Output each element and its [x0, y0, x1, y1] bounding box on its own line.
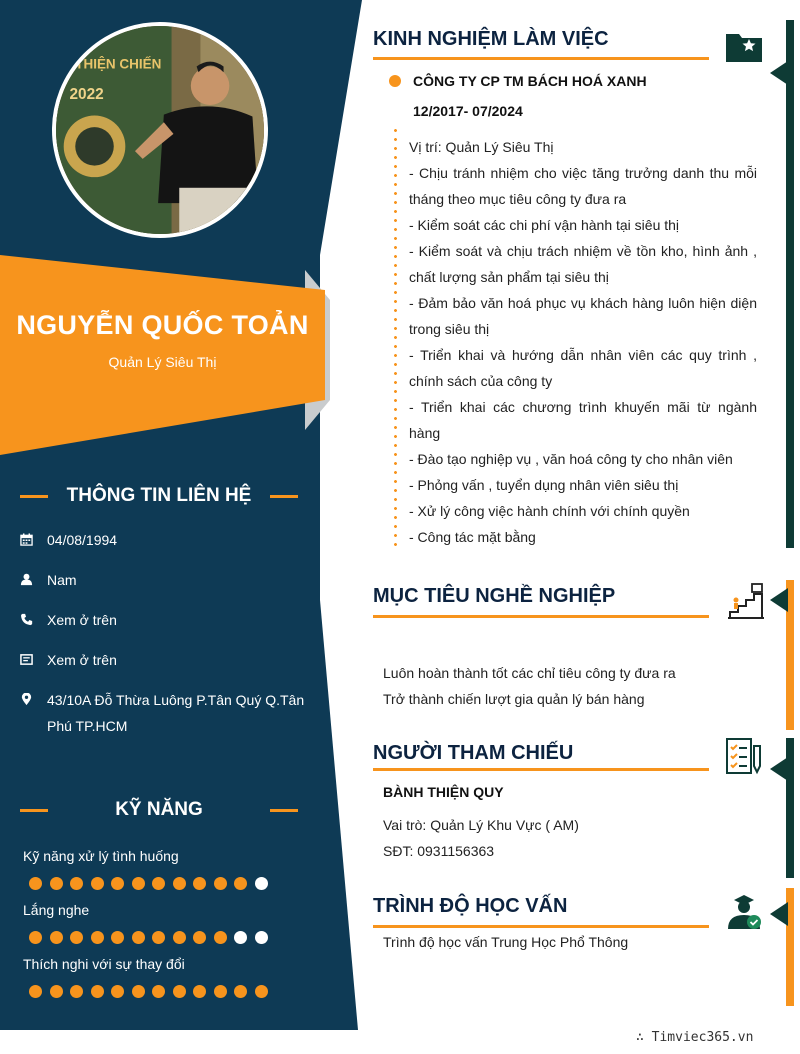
reference-name: BÀNH THIỆN QUY: [383, 784, 504, 800]
rating-dot-filled: [132, 931, 145, 944]
work-period: 12/2017- 07/2024: [413, 103, 523, 119]
graduate-icon: [724, 892, 764, 932]
profile-photo: [52, 22, 268, 238]
contact-address: [20, 687, 310, 739]
skill-name: Kỹ năng xử lý tình huống: [23, 848, 179, 864]
contact-heading: [20, 481, 298, 511]
rating-dot-filled: [111, 877, 124, 890]
duty-line: - Chịu tránh nhiệm cho việc tăng trưởng danh thu mỗi tháng theo mục tiêu công ty đưa ra: [409, 165, 757, 207]
timeline-bullet: [389, 75, 401, 87]
contact-email-value: Xem ở trên: [47, 652, 117, 668]
photo-text-2: 2022: [69, 86, 104, 104]
rating-dot-filled: [70, 985, 83, 998]
rating-dot-filled: [152, 877, 165, 890]
rating-dot-filled: [193, 931, 206, 944]
skill-name: Lắng nghe: [23, 902, 90, 918]
rating-dot-filled: [50, 931, 63, 944]
rating-dot-empty: [255, 931, 268, 944]
rating-dot-filled: [214, 877, 227, 890]
candidate-job-title: Quản Lý Siêu Thị: [108, 354, 217, 370]
rating-dot-filled: [255, 985, 268, 998]
education-text: Trình độ học vấn Trung Học Phổ Thông: [383, 934, 629, 950]
rating-dot-filled: [50, 877, 63, 890]
contact-email[interactable]: [20, 647, 310, 673]
contact-gender-value: Nam: [47, 572, 77, 588]
skill-rating: [29, 877, 268, 890]
timeline-dotted-line: [394, 126, 397, 550]
contact-birthday-value: 04/08/1994: [47, 532, 118, 548]
education-heading: TRÌNH ĐỘ HỌC VẤN: [373, 895, 568, 917]
brand-name: Timviec365.vn: [651, 1030, 754, 1045]
rating-dot-filled: [132, 985, 145, 998]
rating-dot-filled: [70, 931, 83, 944]
reference-phone[interactable]: SĐT: 0931156363: [383, 843, 495, 859]
duty-line: - Triển khai các chương trình khuyến mãi từ ngành hàng: [409, 399, 757, 441]
rating-dot-filled: [193, 877, 206, 890]
contact-phone[interactable]: [20, 607, 310, 633]
rating-dot-filled: [29, 877, 42, 890]
job-duties: [409, 134, 757, 550]
heading-bar-left: [20, 809, 48, 812]
rating-dot-filled: [29, 985, 42, 998]
rating-dot-filled: [91, 877, 104, 890]
duty-line: - Đào tạo nghiệp vụ , văn hoá công ty cho nhân viên: [409, 451, 733, 467]
candidate-name: NGUYỄN QUỐC TOẢN: [16, 310, 309, 340]
folder-star-icon: [724, 26, 764, 66]
duty-line: - Xử lý công việc hành chính với chính quyền: [409, 503, 690, 519]
rating-dot-filled: [152, 931, 165, 944]
rating-dot-filled: [50, 985, 63, 998]
phone-icon: [20, 607, 47, 633]
rating-dot-filled: [29, 931, 42, 944]
skills-heading-text: KỸ NĂNG: [115, 799, 203, 820]
rating-dot-filled: [91, 931, 104, 944]
rating-dot-filled: [111, 931, 124, 944]
career-goal-heading: MỤC TIÊU NGHỀ NGHIỆP: [373, 585, 616, 607]
career-goal-line: Trở thành chiến lượt gia quản lý bán hàng: [383, 691, 645, 707]
brand-dots-icon: ∴: [636, 1030, 652, 1045]
career-goal-line: Luôn hoàn thành tốt các chỉ tiêu công ty đưa ra: [383, 665, 676, 681]
skill-name: Thích nghi với sự thay đổi: [23, 956, 185, 972]
skill-rating: [29, 931, 268, 944]
footer-brand[interactable]: [636, 1030, 753, 1045]
rating-dot-filled: [214, 985, 227, 998]
contact-address-value: 43/10A Đỗ Thừa Luông P.Tân Quý Q.Tân Phú TP.HCM: [47, 692, 305, 734]
rating-dot-filled: [173, 877, 186, 890]
photo-text-1: THIỆN CHIẾN: [75, 56, 162, 72]
duty-line: Vị trí: Quản Lý Siêu Thị: [409, 139, 554, 155]
accent-bar: [786, 20, 794, 548]
accent-notch: [770, 588, 788, 612]
career-stairs-icon: [726, 582, 766, 622]
heading-bar-right: [270, 809, 298, 812]
section-underline: [373, 615, 709, 618]
skills-heading: [20, 795, 298, 825]
contact-birthday: [20, 527, 310, 553]
user-icon: [20, 567, 47, 593]
rating-dot-filled: [70, 877, 83, 890]
email-icon: [20, 647, 47, 673]
location-icon: [20, 687, 47, 739]
section-underline: [373, 57, 709, 60]
rating-dot-filled: [132, 877, 145, 890]
heading-bar-left: [20, 495, 48, 498]
accent-notch: [770, 902, 788, 926]
duty-line: - Phỏng vấn , tuyển dụng nhân viên siêu thị: [409, 477, 679, 493]
duty-line: - Triển khai và hướng dẫn nhân viên các quy trình , chính sách của công ty: [409, 347, 757, 389]
rating-dot-empty: [255, 877, 268, 890]
section-underline: [373, 925, 709, 928]
rating-dot-filled: [111, 985, 124, 998]
duty-line: - Công tác mặt bằng: [409, 529, 536, 545]
company-name: CÔNG TY CP TM BÁCH HOÁ XANH: [413, 73, 647, 89]
rating-dot-filled: [152, 985, 165, 998]
reference-heading: NGƯỜI THAM CHIẾU: [373, 742, 574, 764]
duty-line: - Đảm bảo văn hoá phục vụ khách hàng luôn hiện diện trong siêu thị: [409, 295, 757, 337]
accent-notch: [770, 61, 788, 85]
contact-phone-value: Xem ở trên: [47, 612, 117, 628]
skill-rating: [29, 985, 268, 998]
contact-heading-text: THÔNG TIN LIÊN HỆ: [66, 485, 252, 506]
checklist-icon: [724, 736, 764, 776]
section-underline: [373, 768, 709, 771]
rating-dot-filled: [214, 931, 227, 944]
duty-line: - Kiểm soát và chịu trách nhiệm về tồn kho, hình ảnh , chất lượng sản phẩm tại siêu thị: [409, 243, 757, 285]
rating-dot-empty: [234, 931, 247, 944]
contact-gender: [20, 567, 310, 593]
rating-dot-filled: [234, 877, 247, 890]
accent-notch: [770, 757, 788, 781]
reference-role: Vai trò: Quản Lý Khu Vực ( AM): [383, 817, 579, 833]
rating-dot-filled: [173, 931, 186, 944]
heading-bar-right: [270, 495, 298, 498]
rating-dot-filled: [234, 985, 247, 998]
rating-dot-filled: [193, 985, 206, 998]
rating-dot-filled: [91, 985, 104, 998]
duty-line: - Kiểm soát các chi phí vận hành tại siêu thị: [409, 217, 680, 233]
rating-dot-filled: [173, 985, 186, 998]
calendar-icon: [20, 527, 47, 553]
experience-heading: KINH NGHIỆM LÀM VIỆC: [373, 28, 609, 50]
